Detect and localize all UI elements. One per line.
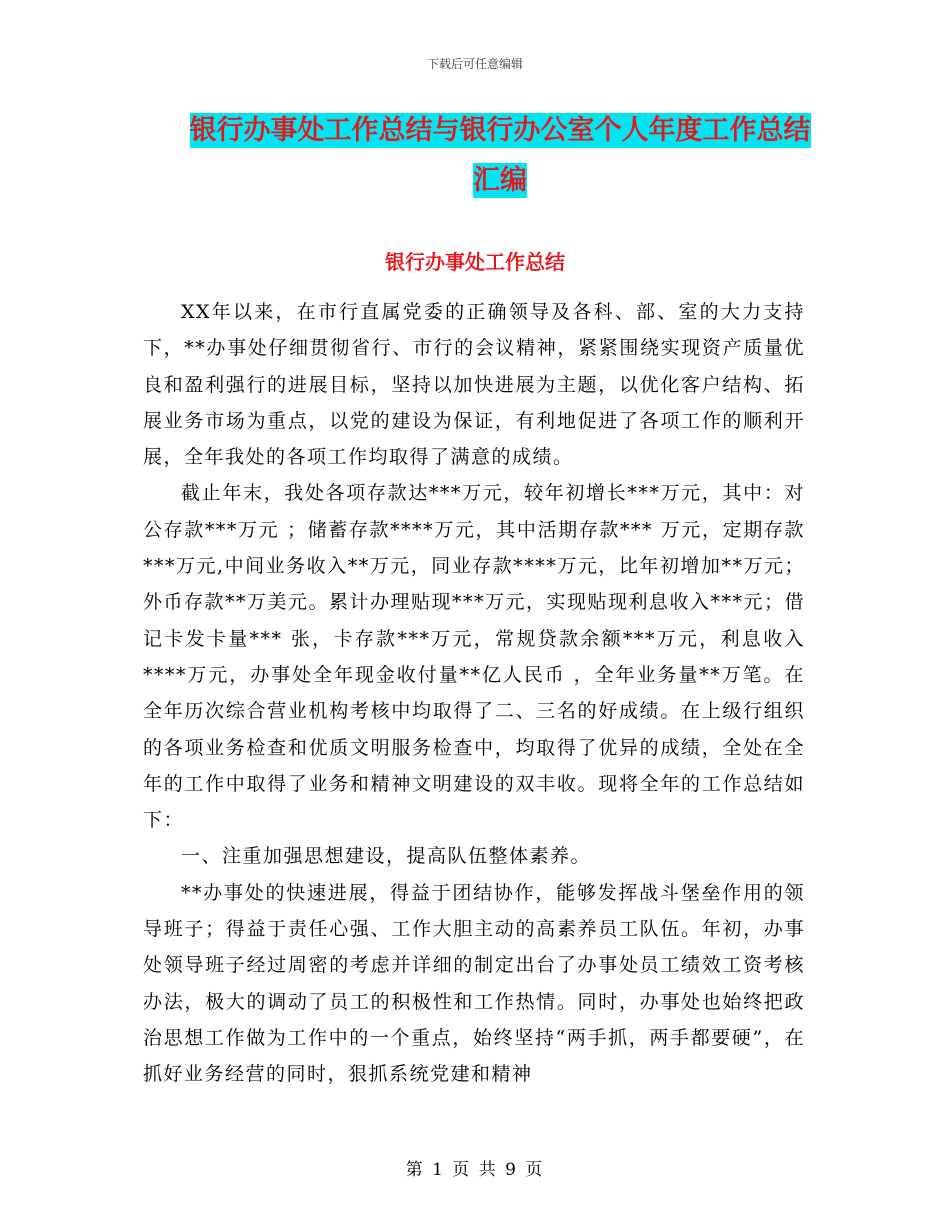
document-title bbox=[120, 106, 880, 206]
paragraph: XX年以来，在市行直属党委的正确领导及各科、部、室的大力支持下，**办事处仔细贯彻省行、市行的会议精神，紧紧围绕实现资产质量优良和盈利强行的进展目标，坚持以加快进展为主题，以优化客户结构、拓展业务市场为重点，以党的建设为保证，有利地促进了各项工作的顺利开展，全年我处的各项工作均取得了满意的成绩。 bbox=[143, 301, 805, 469]
paragraph-heading: 一、注重加强思想建设，提高队伍整体素养。 bbox=[181, 845, 592, 868]
page-number: 第 1 页 共 9 页 bbox=[405, 1160, 545, 1180]
document-title-line-2: 汇编 bbox=[473, 165, 527, 196]
document-title-line-1: 银行办事处工作总结与银行办公室个人年度工作总结 bbox=[189, 115, 811, 146]
paragraph: **办事处的快速进展，得益于团结协作，能够发挥战斗堡垒作用的领导班子；得益于责任心强、工作大胆主动的高素养员工队伍。年初，办事处领导班子经过周密的考虑并详细的制定出台了办事处员工绩效工资考核办法，极大的调动了员工的积极性和工作热情。同时，办事处也始终把政治思想工作做为工作中的一个重点，始终坚持“两手抓，两手都要硬”，在抓好业务经营的同时，狠抓系统党建和精神 bbox=[143, 881, 805, 1086]
paragraph: 截止年末，我处各项存款达***万元，较年初增长***万元，其中：对公存款***万元 ；储蓄存款****万元，其中活期存款*** 万元，定期存款***万元,中间业务收入**万元，同业存款****万元，比年初增加**万元；外币存款**万美元。累计办理贴现***万元，实现贴现利息收入***元；借记卡发卡量*** 张，卡存款***万元，常规贷款余额***万元，利息收入****万元，办事处全年现金收付量**亿人民币 ，全年业务量**万笔。在全年历次综合营业机构考核中均取得了二、三名的好成绩。在上级行组织的各项业务检查和优质文明服务检查中，均取得了优异的成绩，全处在全年的工作中取得了业务和精神文明建设的双丰收。现将全年的工作总结如下： bbox=[143, 482, 806, 832]
section-title: 银行办事处工作总结 bbox=[385, 250, 565, 274]
page-header-note: 下载后可任意编辑 bbox=[426, 57, 523, 71]
document-body bbox=[143, 294, 805, 1093]
